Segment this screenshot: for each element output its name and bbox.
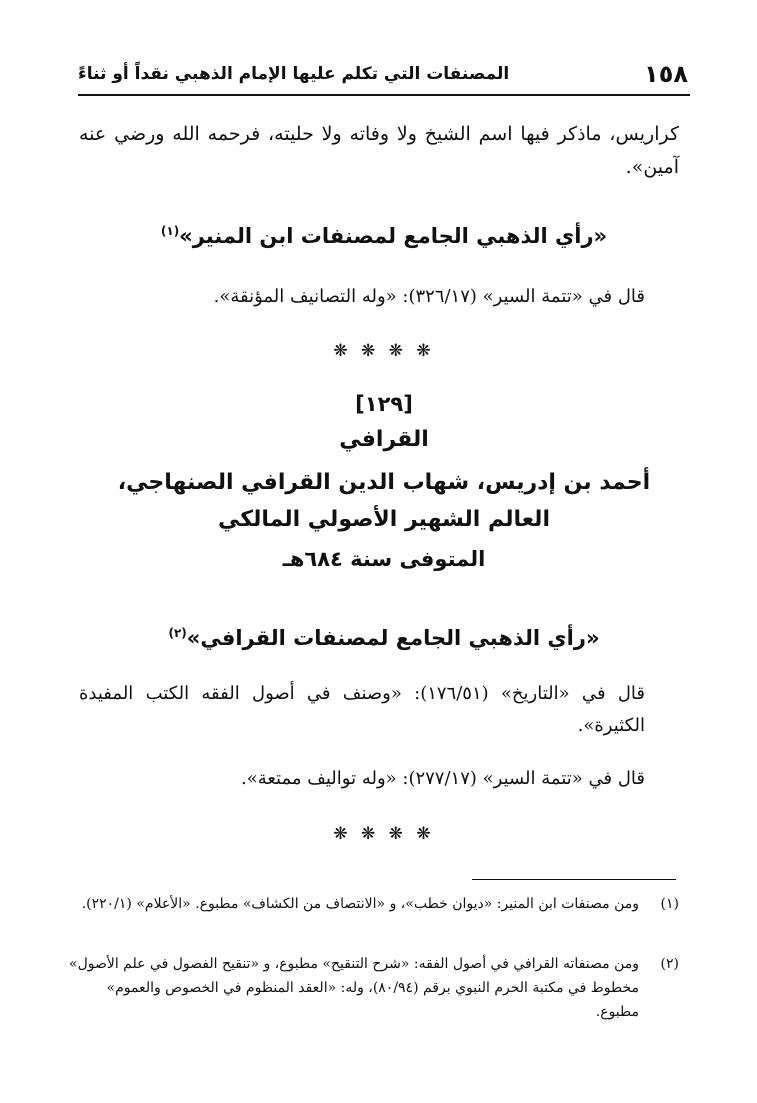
footnote-ref-1[interactable]: (١) [160,224,180,238]
footnote [67,892,679,916]
footnote-text: ومن مصنفاته القرافي في أصول الفقه: «شرح التنقيح» مطبوع، و «تنقيح الفصول في علم الأصول» مخطوط في مكتبة الحرم النبوي برقم (٨٠/٩٤)، وله: «العقد المنظوم في الخصوص والعموم» مطبوع. [69,956,639,1020]
entry-death-date: المتوفى سنة ٦٨٤هـ [282,547,486,571]
intro-paragraph: كراريس، ماذكر فيها اسم الشيخ ولا وفاته ولا حليته، فرحمه الله ورضي عنه آمين». [79,123,679,178]
page-number: ١٥٨ [644,60,688,88]
quote-siyar-ibn-munir: قال في «تتمة السير» (٣٢٦/١٧): «وله التصانيف المؤنقة». [213,286,645,307]
footnote-number: (١) [660,896,679,912]
entry-short-name: القرافي [339,427,429,452]
footnote-ref-2[interactable]: (٢) [168,626,187,640]
page-header [78,57,688,91]
footnote [67,952,679,1024]
quote-tarikh-qarafi: قال في «التاريخ» (١٧٦/٥١): «وصنف في أصول الفقه الكتب المفيدة الكثيرة». [79,683,645,736]
entry-title: العالم الشهير الأصولي المالكي [218,507,550,532]
section-heading-text: «رأي الذهبي الجامع لمصنفات القرافي» [186,626,600,650]
quote-siyar-qarafi: قال في «تتمة السير» (٢٧٧/١٧): «وله تواليف ممتعة». [240,768,645,789]
header-rule [78,94,690,96]
footnote-number: (٢) [660,956,679,972]
ornament-separator: ❋ ❋ ❋ ❋ [333,824,435,844]
section-heading-ibn-munir [78,224,690,248]
running-title: المصنفات التي تكلم عليها الإمام الذهبي نقداً أو ثناءً [78,64,510,84]
footnote-text: ومن مصنفات ابن المنير: «ديوان خطب»، و «الانتصاف من الكشاف» مطبوع. «الأعلام» (٢٢٠/١). [81,896,639,912]
entry-full-name: أحمد بن إدريس، شهاب الدين القرافي الصنهاجي، [117,470,651,495]
section-heading-text: «رأي الذهبي الجامع لمصنفات ابن المنير» [179,224,608,248]
footnote-rule [472,879,676,880]
ornament-separator: ❋ ❋ ❋ ❋ [333,341,435,361]
entry-number: [١٢٩] [355,392,413,416]
section-heading-qarafi [78,626,690,650]
